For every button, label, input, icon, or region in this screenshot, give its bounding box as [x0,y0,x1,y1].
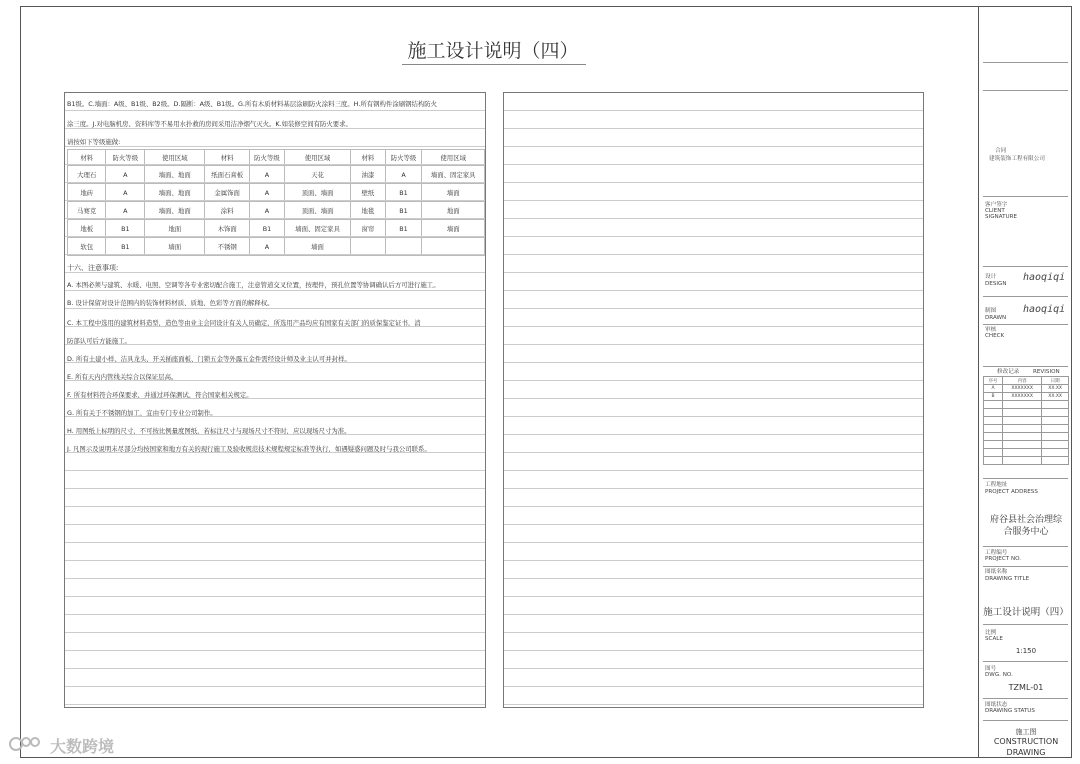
ruled-line [504,434,923,435]
sheet-title: 施工设计说明（四） [407,40,579,62]
client-signature-cn: 客户签字 [985,202,1008,208]
ruled-line [65,542,485,543]
ruled-line [504,614,923,615]
ruled-line [65,308,485,309]
table-cell: A [106,166,145,184]
ruled-line [504,452,923,453]
note-item: E. 所有天内内管线关综合以保证层高。 [67,373,178,381]
tb-divider [983,566,1068,567]
notes-panel-right [503,92,924,708]
table-cell [385,238,422,256]
table-header-cell: 防火等级 [385,150,422,166]
ruled-line [504,470,923,471]
drawn-cn: 制图 [985,308,997,314]
table-header-cell: 防火等级 [250,150,285,166]
table-cell: 墙面、地面 [145,184,205,202]
ruled-line [504,110,923,111]
check-en: CHECK [985,333,1005,339]
table-header-cell: 使用区域 [422,150,485,166]
check-cn: 审核 [985,327,997,333]
note-item: G. 所有关于不锈钢的加工，宜由专门专业公司制作。 [67,409,217,417]
ruled-line [65,506,485,507]
dwg-no-cn: 图号 [985,666,997,672]
table-cell: 墙面 [422,184,485,202]
drawing-title: 施工设计说明（四） [983,607,1069,618]
table-cell: 大理石 [68,166,106,184]
table-row [984,393,1069,401]
ruled-line [504,668,923,669]
status-label-cn: 施工图 [1015,728,1037,736]
table-header-cell: 材料 [351,150,385,166]
title-underline [402,64,586,65]
ruled-line [504,182,923,183]
notes-panel-left [64,92,486,708]
tb-divider [983,196,1068,197]
project-name-line2: 合服务中心 [1003,527,1049,537]
table-header-cell: 使用区域 [145,150,205,166]
ruled-line [504,524,923,525]
table-cell: B1 [385,220,422,238]
table-cell: B1 [250,220,285,238]
project-no-cn: 工程编号 [985,550,1008,556]
table-cell: 马赛克 [68,202,106,220]
scale-value: 1:150 [1015,647,1037,655]
note-item: 防部认可后方能施工。 [67,337,131,345]
table-cell: 墙面、地面 [145,166,205,184]
table-cell: B1 [385,202,422,220]
ruled-line [65,524,485,525]
status-label-en2: DRAWING [1006,748,1046,757]
table-cell: 顶面、墙面 [284,184,350,202]
dwg-no-value: TZML-01 [1008,683,1044,692]
tb-divider [983,266,1068,267]
table-cell: 地面 [145,220,205,238]
ruled-line [65,650,485,651]
table-row [984,425,1069,433]
ruled-line [65,434,485,435]
table-cell: A [385,166,422,184]
ruled-line [65,470,485,471]
ruled-line [504,632,923,633]
note-item: A. 本图必须与建筑、水暖、电照、空调等各专业密切配合施工，注意管道交叉位置，按理件，预孔位置等协调确认后方可进行施工。 [67,281,440,289]
table-row [984,401,1069,409]
table-cell: 天花 [284,166,350,184]
scale-cn: 比例 [985,630,997,636]
ruled-line [504,272,923,273]
ruled-line [65,380,485,381]
ruled-line [65,254,485,255]
table-cell: 纸面石膏板 [205,166,250,184]
table-row [68,166,485,184]
title-block [978,6,1072,758]
table-cell [351,238,385,256]
ruled-line [65,704,485,705]
table-cell: 墙面 [422,220,485,238]
ruled-line [504,218,923,219]
table-cell: 壁纸 [351,184,385,202]
ruled-line [65,182,485,183]
ruled-line [504,308,923,309]
ruled-line [504,488,923,489]
table-cell: 窗帘 [351,220,385,238]
ruled-line [65,146,485,147]
table-cell: 地毯 [351,202,385,220]
address-cn: 工程地址 [985,482,1008,488]
table-cell: 软包 [68,238,106,256]
table-cell: 墙面 [145,238,205,256]
ruled-line [65,560,485,561]
ruled-line [504,254,923,255]
ruled-line [504,290,923,291]
ruled-line [65,614,485,615]
revision-en: REVISION [1033,369,1060,375]
table-cell: A [106,184,145,202]
table-cell: A [106,202,145,220]
revision-cell: XX.XX [1042,385,1069,393]
project-name-line1: 府谷县社会治理综 [989,515,1062,525]
ruled-line [65,164,485,165]
ruled-line [504,416,923,417]
ruled-line [65,236,485,237]
ruled-line [65,110,485,111]
tb-divider [983,661,1068,662]
ruled-line [65,200,485,201]
ruled-line [504,542,923,543]
table-row [68,184,485,202]
table-cell: 油漆 [351,166,385,184]
tb-divider [983,624,1068,625]
table-cell: B1 [106,220,145,238]
tb-divider [983,366,1068,367]
table-row [68,220,485,238]
table-cell: B1 [385,184,422,202]
ruled-line [65,218,485,219]
tb-divider [983,62,1068,63]
scale-en: SCALE [985,636,1003,642]
drawn-signature: haoqiqi [1023,304,1066,315]
ruled-line [504,380,923,381]
ruled-line [65,326,485,327]
ruled-line [65,362,485,363]
drawing-title-cn: 图纸名称 [985,569,1008,575]
table-cell: 涂料 [205,202,250,220]
notes-section-title: 十六、注意事项: [67,264,119,272]
design-signature: haoqiqi [1023,272,1066,283]
revision-cell: 序号 [984,377,1003,385]
address-en: PROJECT ADDRESS [985,489,1038,495]
table-row [984,433,1069,441]
ruled-line [504,362,923,363]
ruled-line [65,344,485,345]
note-item: D. 所有土建小样、洁具龙头、开关插座面板、门锁五金等外露五金件需经设计师及业主认可并封样。 [67,355,351,363]
ruled-line [65,398,485,399]
table-cell: 木饰面 [205,220,250,238]
tb-divider [983,324,1068,325]
table-row [984,449,1069,457]
tb-divider [983,546,1068,547]
table-cell: 墙面、固定家具 [284,220,350,238]
note-item: F. 所有材料符合环保要求，并通过环保测试，符合国家相关规定。 [67,391,253,399]
table-row [984,377,1069,385]
ruled-line [65,596,485,597]
note-line-2: 涂三度。J.对电脑机房、资料库等不易用水扑救的房间采用洁净烟气灭火。K.如装修空间有防火要求。 [67,120,352,128]
table-row [984,385,1069,393]
ruled-line [504,200,923,201]
status-en: DRAWING STATUS [985,708,1035,714]
table-header-cell: 材料 [205,150,250,166]
watermark-text: 大数跨境 [50,737,115,756]
revision-cell: XX.XX [1042,393,1069,401]
status-label-en1: CONSTRUCTION [993,737,1059,746]
revision-cn: 修改记录 [997,369,1020,375]
status-cn: 图纸状态 [985,702,1008,708]
dwg-no-en: DWG. NO. [985,672,1013,678]
tb-divider [983,296,1068,297]
table-cell: 墙面、地面 [145,202,205,220]
note-line-1: B1级。C.墙面：A级、B1级、B2级。D.隔断：A级、B1级。G.所有木质材料基层涂刷防火涂料三度。H.所有钢构件涂刷钢结构防火 [67,100,438,108]
table-cell: 墙面、固定家具 [422,166,485,184]
note-item: J. 凡图示及说明未尽部分均按国家和地方有关的现行施工及验收规范技术规程规定标准等执行，如遇疑惑问题及时与我公司联系。 [67,445,431,453]
ruled-line [504,578,923,579]
note-item: C. 本工程中选用的建筑材料造型，造色等由业主会同设计有关人员确定，所选用产品均应有国家有关部门的质保鉴定证书，消 [67,319,421,327]
client-signature-en1: CLIENT [985,208,1005,214]
ruled-line [65,452,485,453]
design-cn: 设计 [985,274,997,280]
table-cell: 墙面 [284,238,350,256]
table-cell: 顶面、墙面 [284,202,350,220]
tb-divider [983,90,1068,91]
table-cell: 不锈钢 [205,238,250,256]
watermark-logo-icon [8,734,44,754]
note-item: H. 用图纸上标明的尺寸，不可按比例量度图纸，若标注尺寸与现场尺寸不符时，应以现场尺寸为准。 [67,427,351,435]
table-cell: A [250,166,285,184]
ruled-line [504,686,923,687]
ruled-line [504,344,923,345]
company-line1: 合同 [995,148,1007,154]
table-cell [422,238,485,256]
ruled-line [65,290,485,291]
table-cell: A [250,238,285,256]
revision-table [983,376,1069,465]
revision-cell: XXXXXXX [1003,393,1042,401]
table-cell: B1 [106,238,145,256]
ruled-line [65,578,485,579]
table-row [984,417,1069,425]
table-cell: 地砖 [68,184,106,202]
table-row [984,457,1069,465]
tb-divider [983,720,1068,721]
revision-cell: B [984,393,1003,401]
table-row [68,202,485,220]
ruled-line [65,686,485,687]
revision-cell: 内容 [1003,377,1042,385]
client-signature-en2: SIGNATURE [985,214,1018,220]
table-header-cell: 材料 [68,150,106,166]
table-row [984,441,1069,449]
ruled-line [504,506,923,507]
design-en: DESIGN [985,281,1007,287]
grade-intro: 请按如下等级施做: [67,138,121,146]
fire-grade-table [67,149,485,256]
table-cell: A [250,202,285,220]
ruled-line [65,416,485,417]
ruled-line [504,560,923,561]
ruled-line [65,128,485,129]
table-cell: 地面 [422,202,485,220]
company-line2: 建筑装饰工程有限公司 [989,156,1045,162]
ruled-line [504,146,923,147]
revision-cell: 日期 [1042,377,1069,385]
ruled-line [504,704,923,705]
note-item: B. 设计保留对设计范围内的装饰材料材质、质地、色彩等方面的解释权。 [67,299,274,307]
ruled-line [65,272,485,273]
table-cell: 金属饰面 [205,184,250,202]
ruled-line [65,668,485,669]
table-header-cell: 防火等级 [106,150,145,166]
tb-divider [983,478,1068,479]
table-cell: A [250,184,285,202]
revision-cell: A [984,385,1003,393]
ruled-line [504,326,923,327]
ruled-line [504,236,923,237]
ruled-line [504,596,923,597]
ruled-line [504,164,923,165]
ruled-line [504,398,923,399]
table-row [984,409,1069,417]
drawn-en: DRAWN [985,315,1007,321]
table-header-cell: 使用区域 [284,150,350,166]
project-no-en: PROJECT NO. [985,556,1022,562]
ruled-line [65,632,485,633]
ruled-line [504,650,923,651]
tb-divider [983,698,1068,699]
revision-cell: XXXXXXX [1003,385,1042,393]
ruled-line [65,488,485,489]
drawing-title-en: DRAWING TITLE [985,576,1030,582]
table-row [68,238,485,256]
table-cell: 地板 [68,220,106,238]
ruled-line [504,128,923,129]
